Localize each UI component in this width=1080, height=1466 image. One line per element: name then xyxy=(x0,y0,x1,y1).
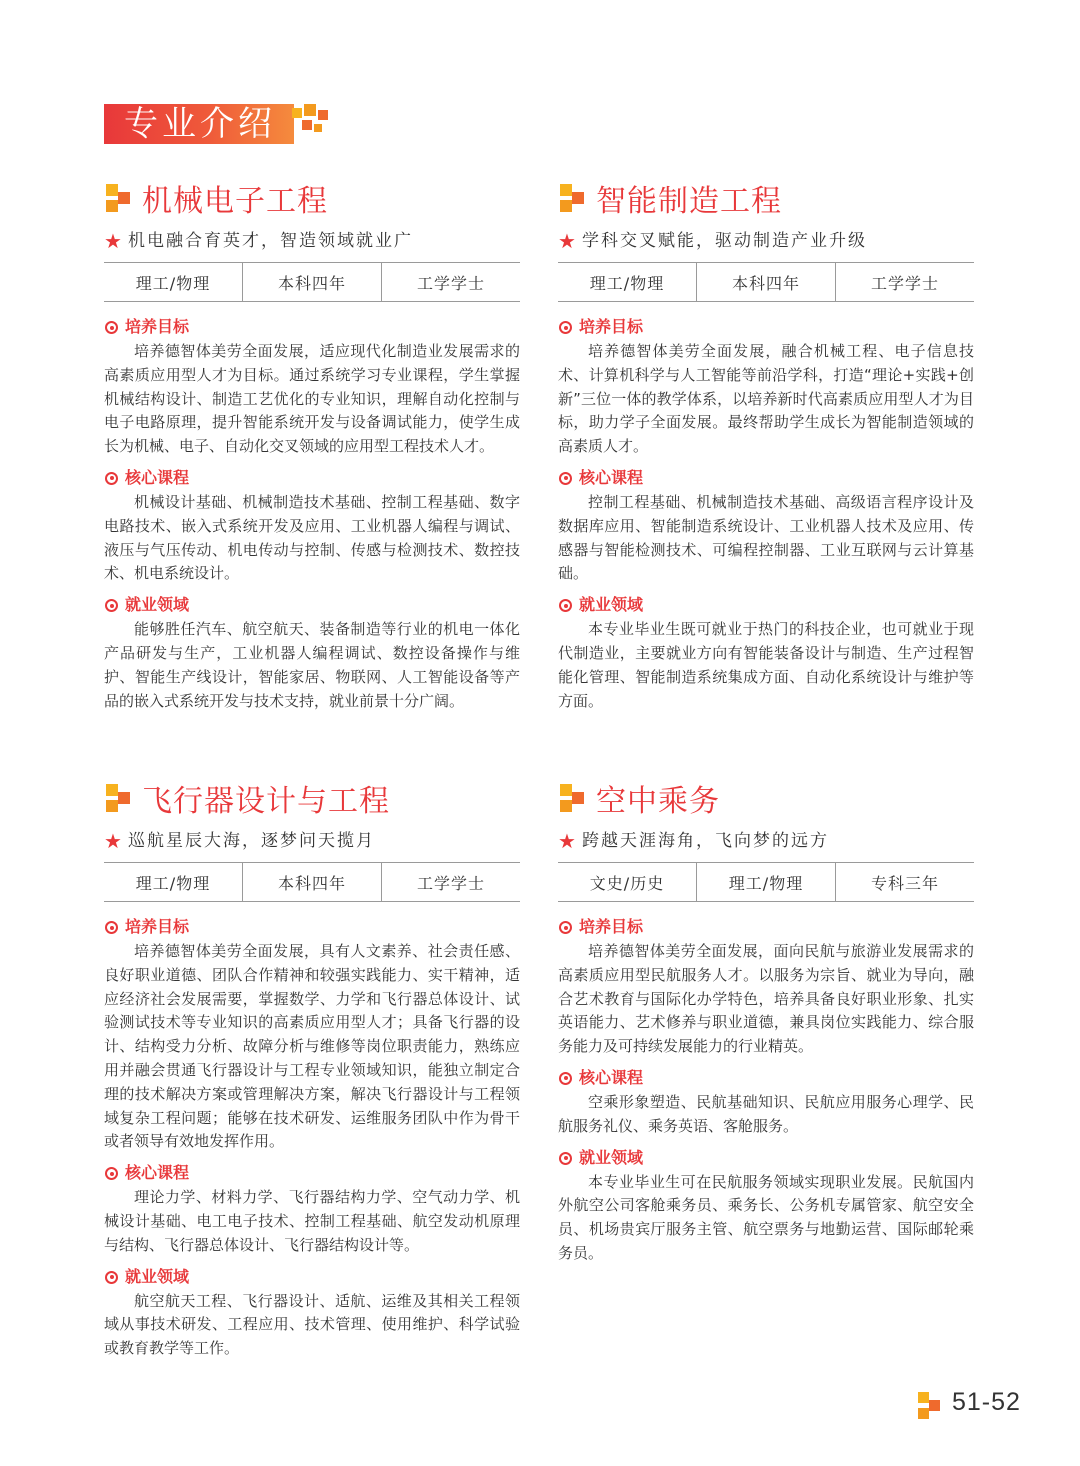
major-section-intelligent-manufacturing xyxy=(558,178,974,713)
major-section-mechatronics xyxy=(104,178,520,713)
block-heading: 培养目标 xyxy=(579,317,644,336)
circle-bullet-icon xyxy=(105,321,118,334)
block-text: 培养德智体美劳全面发展，面向民航与旅游业发展需求的高素质应用型民航服务人才。以服务为宗旨、就业为导向，融合艺术教育与国际化办学特色，培养具备良好职业形象、扎实英语能力、艺术修养与职业道德，兼具岗位实践能力、综合服务能力及可持续发展能力的行业精英。 xyxy=(558,942,974,1056)
block-text: 航空航天工程、飞行器设计、适航、运维及其相关工程领域从事技术研发、工程应用、技术管理、使用维护、科学试验或教育教学等工作。 xyxy=(104,1291,520,1358)
pixel-bullet-icon xyxy=(560,784,586,814)
block-text: 空乘形象塑造、民航基础知识、民航应用服务心理学、民航服务礼仪、乘务英语、客舱服务。 xyxy=(558,1092,974,1135)
major-section-flight-attendant xyxy=(558,778,974,1266)
section-header xyxy=(104,778,520,818)
tag-row xyxy=(558,262,974,302)
star-icon: ★ xyxy=(558,829,576,853)
tag-duration: 本科四年 xyxy=(242,863,381,901)
block-courses xyxy=(558,467,974,586)
page-title: 专业介绍 xyxy=(124,104,276,144)
block-text: 培养德智体美劳全面发展，融合机械工程、电子信息技术、计算机科学与人工智能等前沿学科，打造“理论+实践+创新”三位一体的教学体系，以培养新时代高素质应用型人才为目标，助力学子全面发展。最终帮助学生成长为智能制造领域的高素质人才。 xyxy=(558,342,974,456)
block-heading: 核心课程 xyxy=(579,1067,644,1087)
pixel-decoration-icon xyxy=(292,104,336,144)
circle-bullet-icon xyxy=(559,472,572,485)
tag-subject-science: 理工/物理 xyxy=(696,863,835,901)
star-icon: ★ xyxy=(104,829,122,853)
circle-bullet-icon xyxy=(559,1072,572,1085)
section-header xyxy=(558,778,974,818)
section-title: 飞行器设计与工程 xyxy=(142,784,390,819)
page-number: 51-52 xyxy=(952,1388,1021,1416)
block-heading: 就业领域 xyxy=(125,1266,190,1286)
pixel-bullet-icon xyxy=(106,784,132,814)
block-heading: 核心课程 xyxy=(125,1163,190,1183)
tag-subject: 理工/物理 xyxy=(135,873,211,893)
tag-subject: 理工/物理 xyxy=(135,273,211,293)
tag-row xyxy=(104,862,520,902)
tag-duration: 专科三年 xyxy=(835,863,974,901)
circle-bullet-icon xyxy=(559,921,572,934)
slogan: 跨越天涯海角，飞向梦的远方 xyxy=(582,831,829,851)
header-banner xyxy=(104,104,294,144)
block-goal xyxy=(104,316,520,459)
tag-degree: 工学学士 xyxy=(835,263,974,301)
circle-bullet-icon xyxy=(105,921,118,934)
slogan-row xyxy=(558,828,974,860)
section-title: 空中乘务 xyxy=(596,784,720,819)
slogan: 机电融合育英才，智造领域就业广 xyxy=(128,231,413,251)
tag-subject: 理工/物理 xyxy=(589,273,665,293)
block-courses xyxy=(104,1162,520,1257)
block-goal xyxy=(558,916,974,1059)
circle-bullet-icon xyxy=(559,321,572,334)
circle-bullet-icon xyxy=(105,472,118,485)
tag-row xyxy=(104,262,520,302)
block-heading: 就业领域 xyxy=(579,1147,644,1167)
circle-bullet-icon xyxy=(105,1271,118,1284)
block-heading: 就业领域 xyxy=(579,595,644,615)
tag-duration: 本科四年 xyxy=(242,263,381,301)
slogan: 巡航星辰大海，逐梦问天揽月 xyxy=(128,831,375,851)
pixel-bullet-icon xyxy=(106,184,132,214)
star-icon: ★ xyxy=(104,229,122,253)
section-header xyxy=(104,178,520,218)
major-section-aircraft-design xyxy=(104,778,520,1361)
block-text: 本专业毕业生可在民航服务领域实现职业发展。民航国内外航空公司客舱乘务员、乘务长、公务机专属管家、航空安全员、机场贵宾厅服务主管、航空票务与地勤运营、国际邮轮乘务员。 xyxy=(558,1172,974,1262)
tag-subject-arts: 文史/历史 xyxy=(589,873,665,893)
block-heading: 培养目标 xyxy=(579,917,644,936)
block-text: 本专业毕业生既可就业于热门的科技企业，也可就业于现代制造业，主要就业方向有智能装备设计与制造、生产过程智能化管理、智能制造系统集成方面、自动化系统设计与维护等方面。 xyxy=(558,620,974,710)
block-courses xyxy=(558,1067,974,1139)
section-title: 机械电子工程 xyxy=(142,184,328,219)
block-careers xyxy=(104,594,520,713)
slogan-row xyxy=(104,828,520,860)
circle-bullet-icon xyxy=(559,1152,572,1165)
pixel-bullet-icon xyxy=(918,1392,942,1420)
star-icon: ★ xyxy=(558,229,576,253)
block-heading: 核心课程 xyxy=(125,467,190,487)
block-heading: 核心课程 xyxy=(579,467,644,487)
block-careers xyxy=(104,1266,520,1361)
slogan-row xyxy=(104,228,520,260)
block-careers xyxy=(558,594,974,713)
tag-row xyxy=(558,862,974,902)
block-text: 控制工程基础、机械制造技术基础、高级语言程序设计及数据库应用、智能制造系统设计、工业机器人技术及应用、传感器与智能检测技术、可编程控制器、工业互联网与云计算基础。 xyxy=(558,492,974,583)
section-header xyxy=(558,178,974,218)
section-title: 智能制造工程 xyxy=(596,184,782,219)
block-text: 机械设计基础、机械制造技术基础、控制工程基础、数字电路技术、嵌入式系统开发及应用、工业机器人编程与调试、液压与气压传动、机电传动与控制、传感与检测技术、数控技术、机电系统设计。 xyxy=(104,492,520,583)
block-goal xyxy=(104,916,520,1154)
pixel-bullet-icon xyxy=(560,184,586,214)
circle-bullet-icon xyxy=(559,599,572,612)
block-text: 能够胜任汽车、航空航天、装备制造等行业的机电一体化产品研发与生产，工业机器人编程调试、数控设备操作与维护、智能生产线设计，智能家居、物联网、人工智能设备等产品的嵌入式系统开发与技术支持，就业前景十分广阔。 xyxy=(104,620,520,710)
tag-duration: 本科四年 xyxy=(696,263,835,301)
circle-bullet-icon xyxy=(105,599,118,612)
slogan-row xyxy=(558,228,974,260)
circle-bullet-icon xyxy=(105,1167,118,1180)
block-goal xyxy=(558,316,974,459)
block-text: 培养德智体美劳全面发展，具有人文素养、社会责任感、良好职业道德、团队合作精神和较强实践能力、实干精神，适应经济社会发展需要，掌握数学、力学和飞行器总体设计、试验测试技术等专业知识的高素质应用型人才；具备飞行器的设计、结构受力分析、故障分析与维修等岗位职责能力，熟练应用并融会贯通飞行器设计与工程专业领域知识，能独立制定合理的技术解决方案或管理解决方案，解决飞行器设计与工程领域复杂工程问题；能够在技术研发、运维服务团队中作为骨干或者领导有效地发挥作用。 xyxy=(104,942,520,1151)
block-text: 理论力学、材料力学、飞行器结构力学、空气动力学、机械设计基础、电工电子技术、控制工程基础、航空发动机原理与结构、飞行器总体设计、飞行器结构设计等。 xyxy=(104,1188,520,1254)
slogan: 学科交叉赋能，驱动制造产业升级 xyxy=(582,231,867,251)
block-courses xyxy=(104,467,520,586)
block-careers xyxy=(558,1147,974,1266)
tag-degree: 工学学士 xyxy=(381,263,520,301)
block-heading: 培养目标 xyxy=(125,317,190,336)
block-heading: 就业领域 xyxy=(125,595,190,615)
tag-degree: 工学学士 xyxy=(381,863,520,901)
block-text: 培养德智体美劳全面发展，适应现代化制造业发展需求的高素质应用型人才为目标。通过系统学习专业课程，学生掌握机械结构设计、制造工艺优化的专业知识，理解自动化控制与电子电路原理，提升智能系统开发与设备调试能力，使学生成长为机械、电子、自动化交叉领域的应用型工程技术人才。 xyxy=(104,342,520,456)
block-heading: 培养目标 xyxy=(125,917,190,936)
